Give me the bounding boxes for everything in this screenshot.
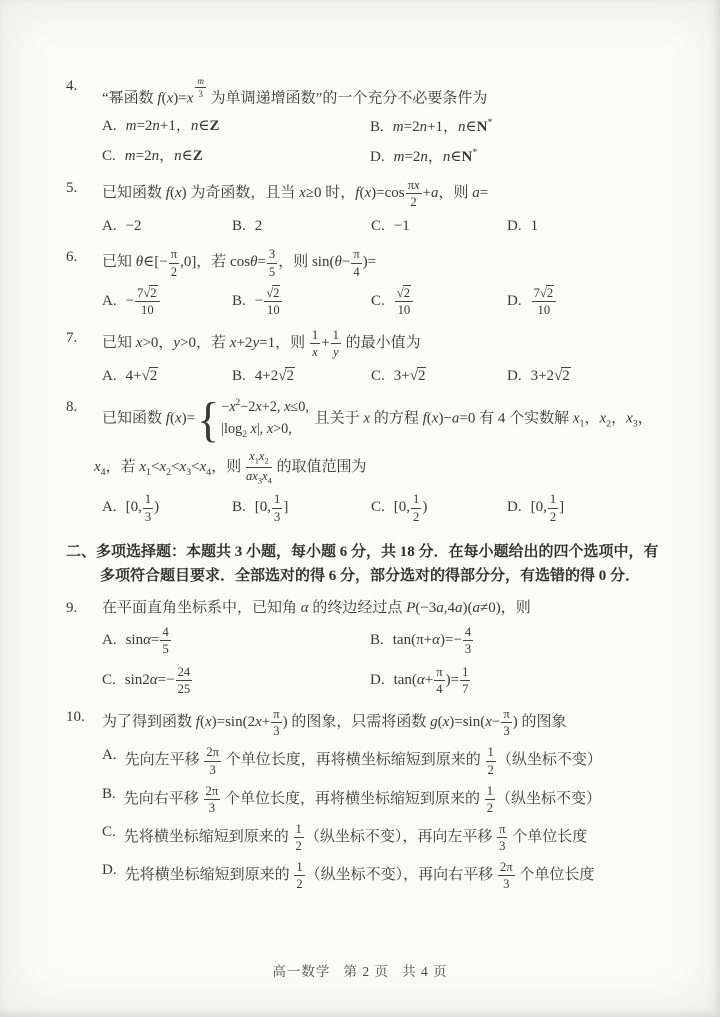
question-5-stem	[66, 178, 664, 209]
question-text: 已知函数 f(x) 为奇函数，且当 x≥0 时，f(x)=cos $\frac{\pi x}{2}$ +a，则 a=	[102, 178, 489, 210]
question-text: “幂函数 f(x)=x $\frac{m}{3}$ 为单调递增函数”的一个充分不必要条件为	[102, 76, 488, 107]
question-6	[66, 247, 664, 316]
question-text: 在平面直角坐标系中，已知角 α 的终边经过点 P(−3a,4a)(a≠0)，则	[102, 599, 531, 616]
option-a: A. −2	[102, 218, 142, 235]
option-a: A. sinα= $\frac{4}{5}$	[102, 624, 169, 656]
question-5	[66, 178, 664, 236]
option-b: B. 2	[232, 218, 263, 235]
option-a: A. [0, $\frac{1}{3}$ )	[102, 492, 160, 524]
page-footer: 高一数学 第 2 页 共 4 页	[272, 963, 448, 979]
question-10-stem	[66, 707, 664, 738]
option-b: B. [0, $\frac{1}{3}$ ]	[232, 492, 289, 524]
question-7-stem	[66, 328, 664, 359]
question-4	[66, 76, 664, 167]
option-a: A. 4+√2	[102, 368, 158, 385]
question-7-options	[66, 366, 664, 386]
option-b: B. 4+2√2	[232, 368, 294, 385]
question-number: 5.	[66, 180, 78, 197]
question-number: 8.	[66, 399, 78, 416]
option-a: A. 先向左平移 $\frac{2\pi}{3}$ 个单位长度，再将横坐标缩短到原来的 $\frac{1}{2}$ （纵坐标不变）	[102, 745, 602, 777]
question-number: 9.	[66, 599, 78, 616]
question-text: 已知函数 f(x)= { $-x^2-2x+2$, x≤0, $|\log_2$ x|, x>0, 且关于 x 的方程 f(x)−a=0 有 4 个实数解 $x_1$，$x_2$，$x_3$，	[102, 392, 653, 447]
option-d: D. 3+2√2	[507, 368, 570, 385]
option-d: D. [0, $\frac{1}{2}$ ]	[507, 492, 565, 524]
option-c: C. sin2α=− $\frac{24}{25}$	[102, 665, 191, 697]
option-b: B. 先向右平移 $\frac{2\pi}{3}$ 个单位长度，再将横坐标缩短到原来的 $\frac{1}{2}$ （纵坐标不变）	[102, 783, 602, 815]
question-text: 已知 θ∈[− $\frac{\pi}{2}$ ,0]，若 cosθ= $\frac{3}{5}$ ，则 sin(θ− $\frac{\pi}{4}$ )=	[102, 247, 377, 279]
question-4-stem	[66, 76, 664, 109]
option-d: D. m=2n，n∈N*	[370, 146, 478, 165]
option-c: C. 3+√2	[371, 368, 426, 385]
question-number: 10.	[66, 709, 85, 726]
question-number: 4.	[66, 78, 78, 94]
question-text: 为了得到函数 f(x)=sin(2x+ $\frac{\pi}{3}$ ) 的图象，只需将函数 g(x)=sin(x− $\frac{\pi}{3}$ ) 的图象	[102, 707, 567, 739]
question-9-stem	[66, 598, 664, 618]
question-9	[66, 598, 664, 697]
option-b: B. m=2n+1，n∈N*	[370, 116, 493, 135]
question-10	[66, 707, 664, 891]
option-d: D. 先将横坐标缩短到原来的 $\frac{1}{2}$ （纵坐标不变），再向右平移 $\frac{2\pi}{3}$ 个单位长度	[102, 859, 595, 892]
option-c: C. −1	[371, 218, 410, 235]
option-a: A. − $\frac{7√2}{10}$	[102, 286, 232, 317]
question-text: 已知 x>0，y>0，若 x+2y=1，则 $\frac{1}{x}$ + $\frac{1}{y}$ 的最小值为	[102, 327, 421, 359]
question-4-options	[66, 116, 664, 168]
question-6-stem	[66, 247, 664, 278]
question-8-stem-continued: $x_4$，若 $x_1<x_2<x_3<x_4$，则 $\frac{x_1x_2}{ax_3x_4}$ 的取值范围为	[94, 448, 367, 486]
option-c: C. 先将横坐标缩短到原来的 $\frac{1}{2}$ （纵坐标不变），再向左平移 $\frac{\pi}{3}$ 个单位长度	[102, 821, 588, 853]
question-8-options	[66, 492, 664, 523]
option-b: B. tan(π+α)=− $\frac{4}{3}$	[370, 624, 472, 656]
option-d: D. $\frac{7√2}{10}$	[507, 286, 664, 317]
option-c: C. $\frac{√2}{10}$	[371, 286, 507, 317]
question-9-options	[66, 625, 664, 696]
option-d: D. tan(α+ $\frac{\pi}{4}$ )= $\frac{1}{7}$	[370, 665, 469, 697]
question-6-options	[66, 286, 664, 317]
option-a: A. m=2n+1，n∈Z	[102, 118, 220, 135]
question-number: 6.	[66, 249, 78, 266]
question-8	[66, 392, 664, 524]
question-10-options	[66, 745, 664, 891]
option-c: C. m=2n，n∈Z	[102, 148, 203, 165]
question-5-options	[66, 216, 664, 236]
question-8-stem	[66, 392, 664, 447]
question-number: 7.	[66, 329, 78, 346]
option-b: B. − $\frac{√2}{10}$	[232, 286, 371, 317]
option-d: D. 1	[507, 218, 539, 235]
option-c: C. [0, $\frac{1}{2}$ )	[371, 492, 428, 524]
section-2-heading: 二、多项选择题：本题共 3 小题，每小题 6 分，共 18 分．在每小题给出的四个选项中，有多项符合题目要求．全部选对的得 6 分，部分选对的得部分分，有选错的得 0 分．	[66, 543, 659, 584]
question-7	[66, 328, 664, 386]
